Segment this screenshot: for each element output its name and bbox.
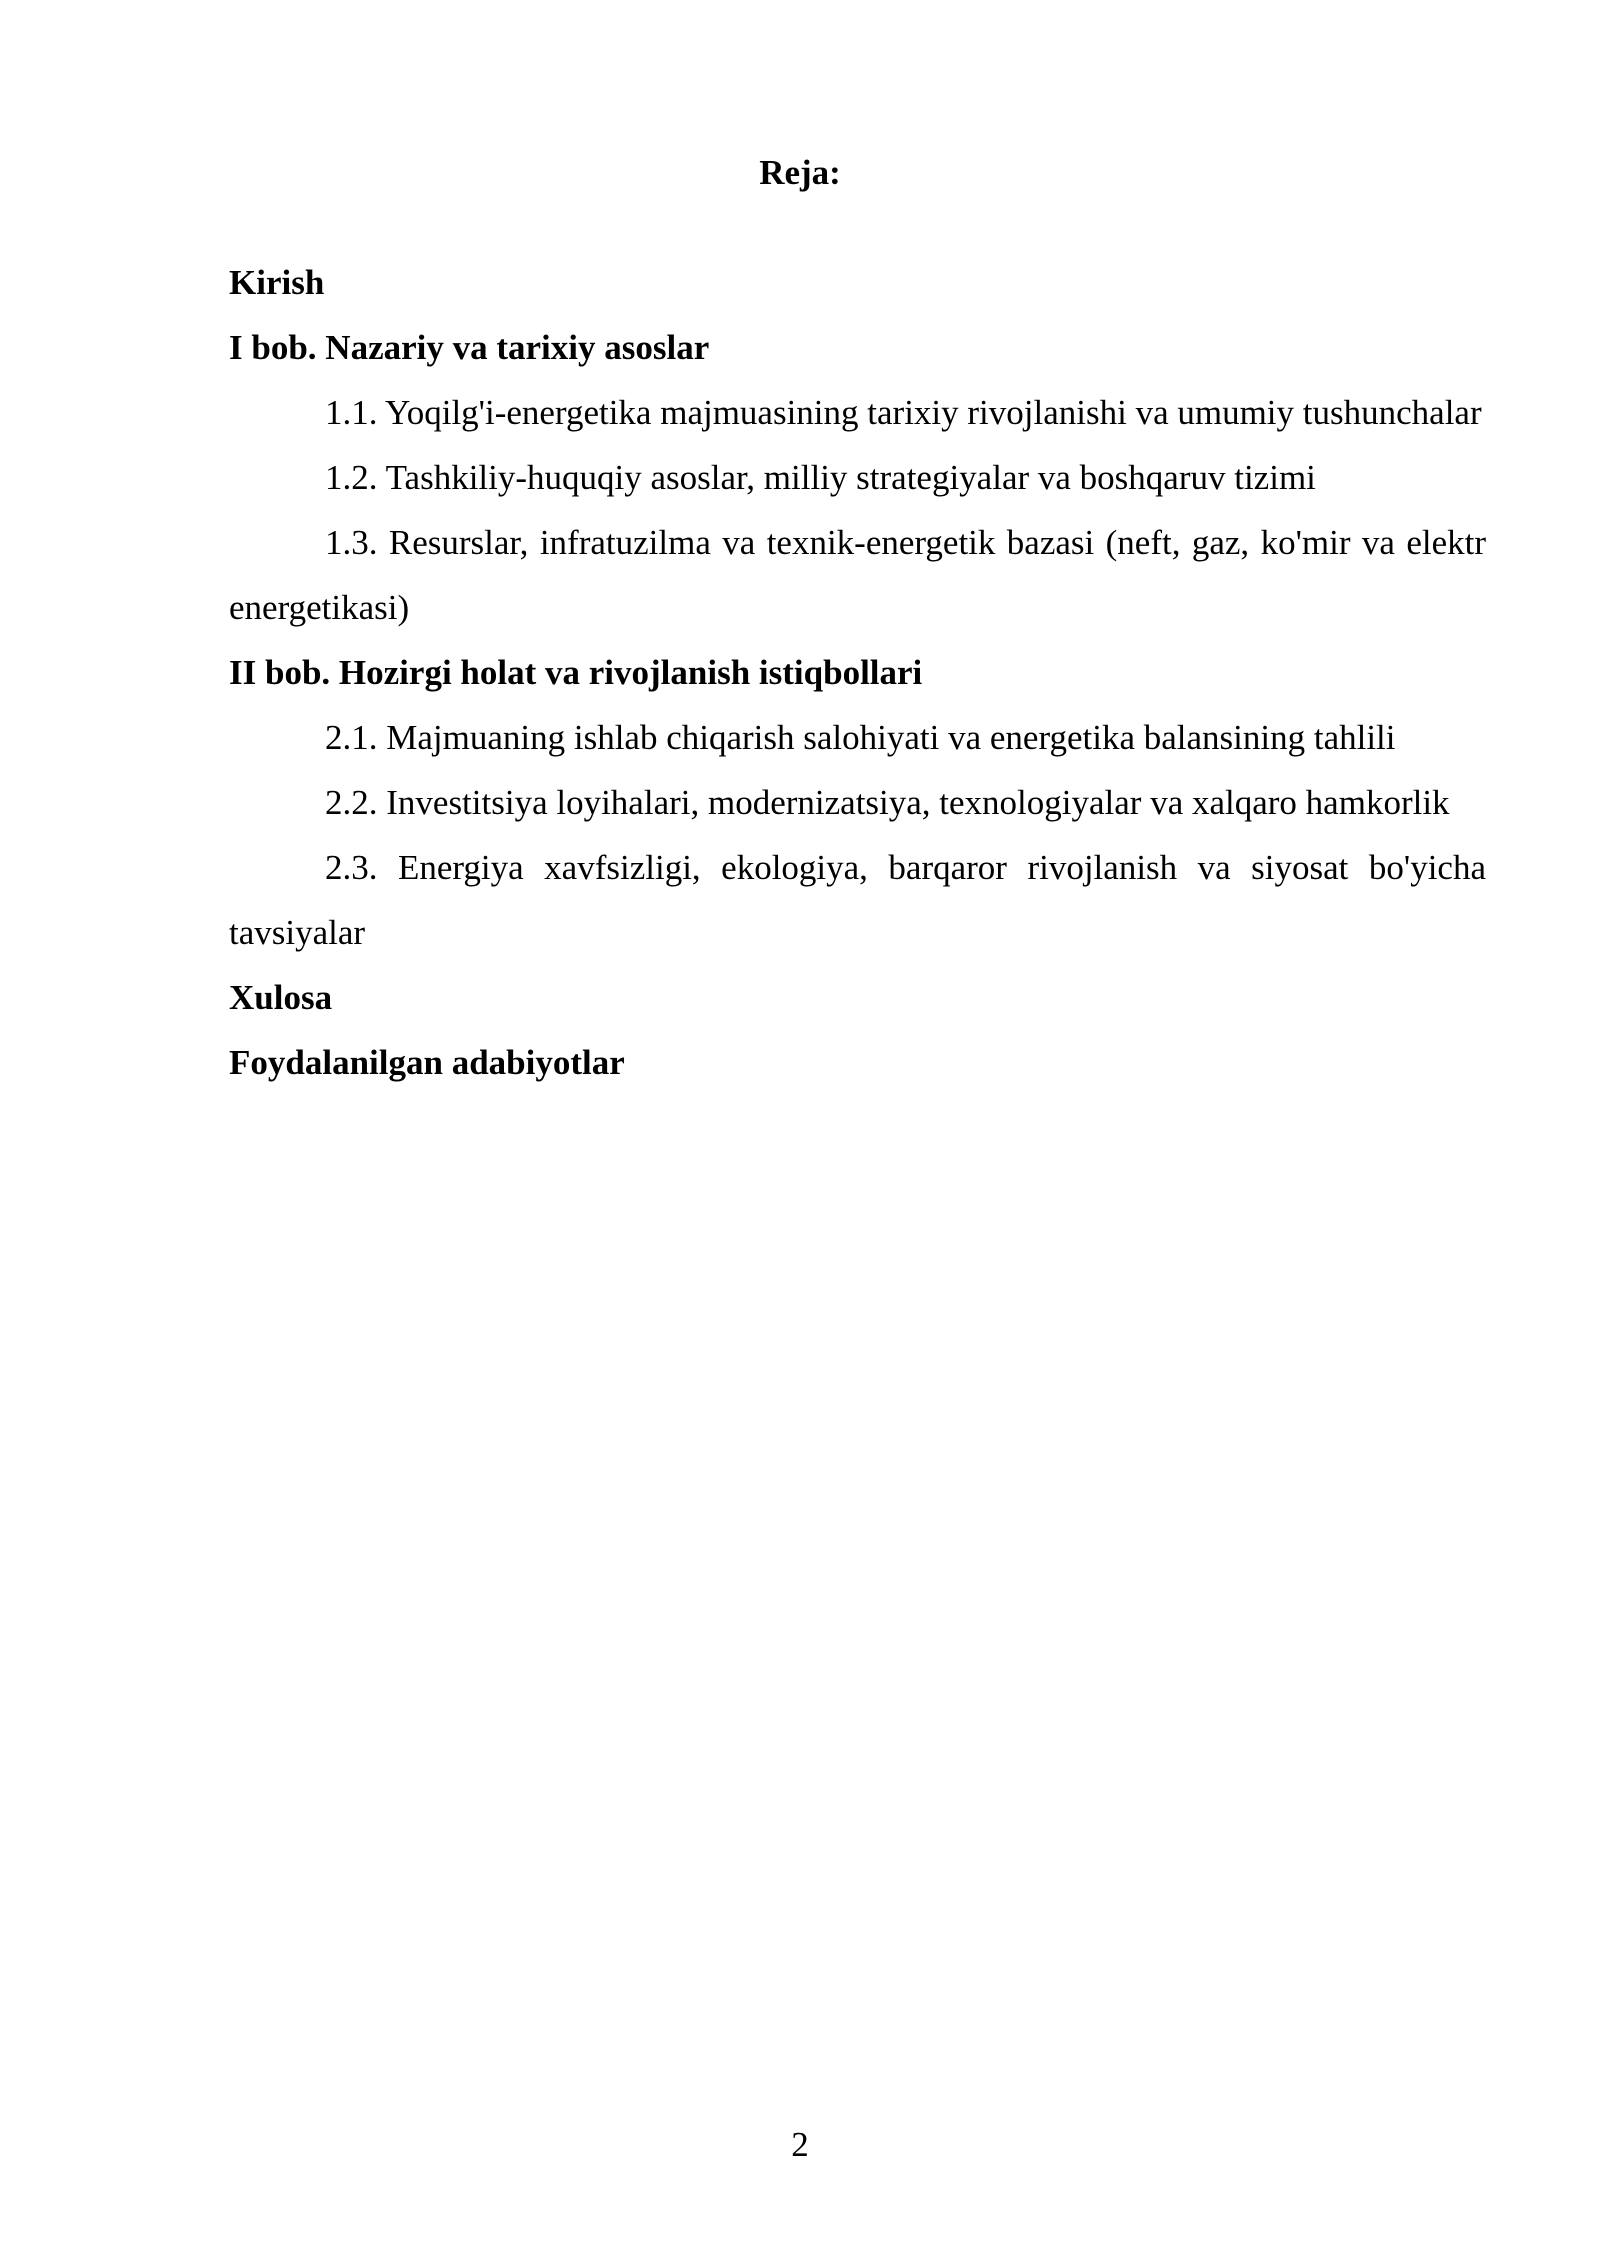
toc-conclusion: Xulosa: [229, 978, 333, 1017]
toc-section-1-1: 1.1. Yoqilg'i-energetika majmuasining tarixiy rivojlanishi va umumiy tushunchalar: [325, 393, 1482, 432]
toc-section-2-2: 2.2. Investitsiya loyihalari, modernizatsiya, texnologiyalar va xalqaro hamkorlik: [325, 783, 1450, 822]
page-title: Reja:: [759, 153, 841, 192]
toc-section-1-3: 1.3. Resurslar, infratuzilma va texnik-energetik bazasi (neft, gaz, ko'mir va elektr energetikasi): [229, 523, 1486, 627]
toc-section-2-3: 2.3. Energiya xavfsizligi, ekologiya, barqaror rivojlanish va siyosat bo'yicha tavsiyalar: [229, 848, 1486, 952]
toc-chapter-2-title: II bob. Hozirgi holat va rivojlanish istiqbollari: [229, 653, 923, 692]
toc-section-1-2: 1.2. Tashkiliy-huquqiy asoslar, milliy strategiyalar va boshqaruv tizimi: [325, 458, 1316, 497]
toc-intro: Kirish: [229, 263, 325, 302]
toc-chapter-1-title: I bob. Nazariy va tarixiy asoslar: [229, 328, 710, 367]
toc-section-2-1: 2.1. Majmuaning ishlab chiqarish salohiyati va energetika balansining tahlili: [325, 718, 1396, 757]
page-number: 2: [791, 2125, 809, 2164]
toc-references: Foydalanilgan adabiyotlar: [229, 1043, 625, 1082]
table-of-contents: [229, 250, 1486, 1095]
